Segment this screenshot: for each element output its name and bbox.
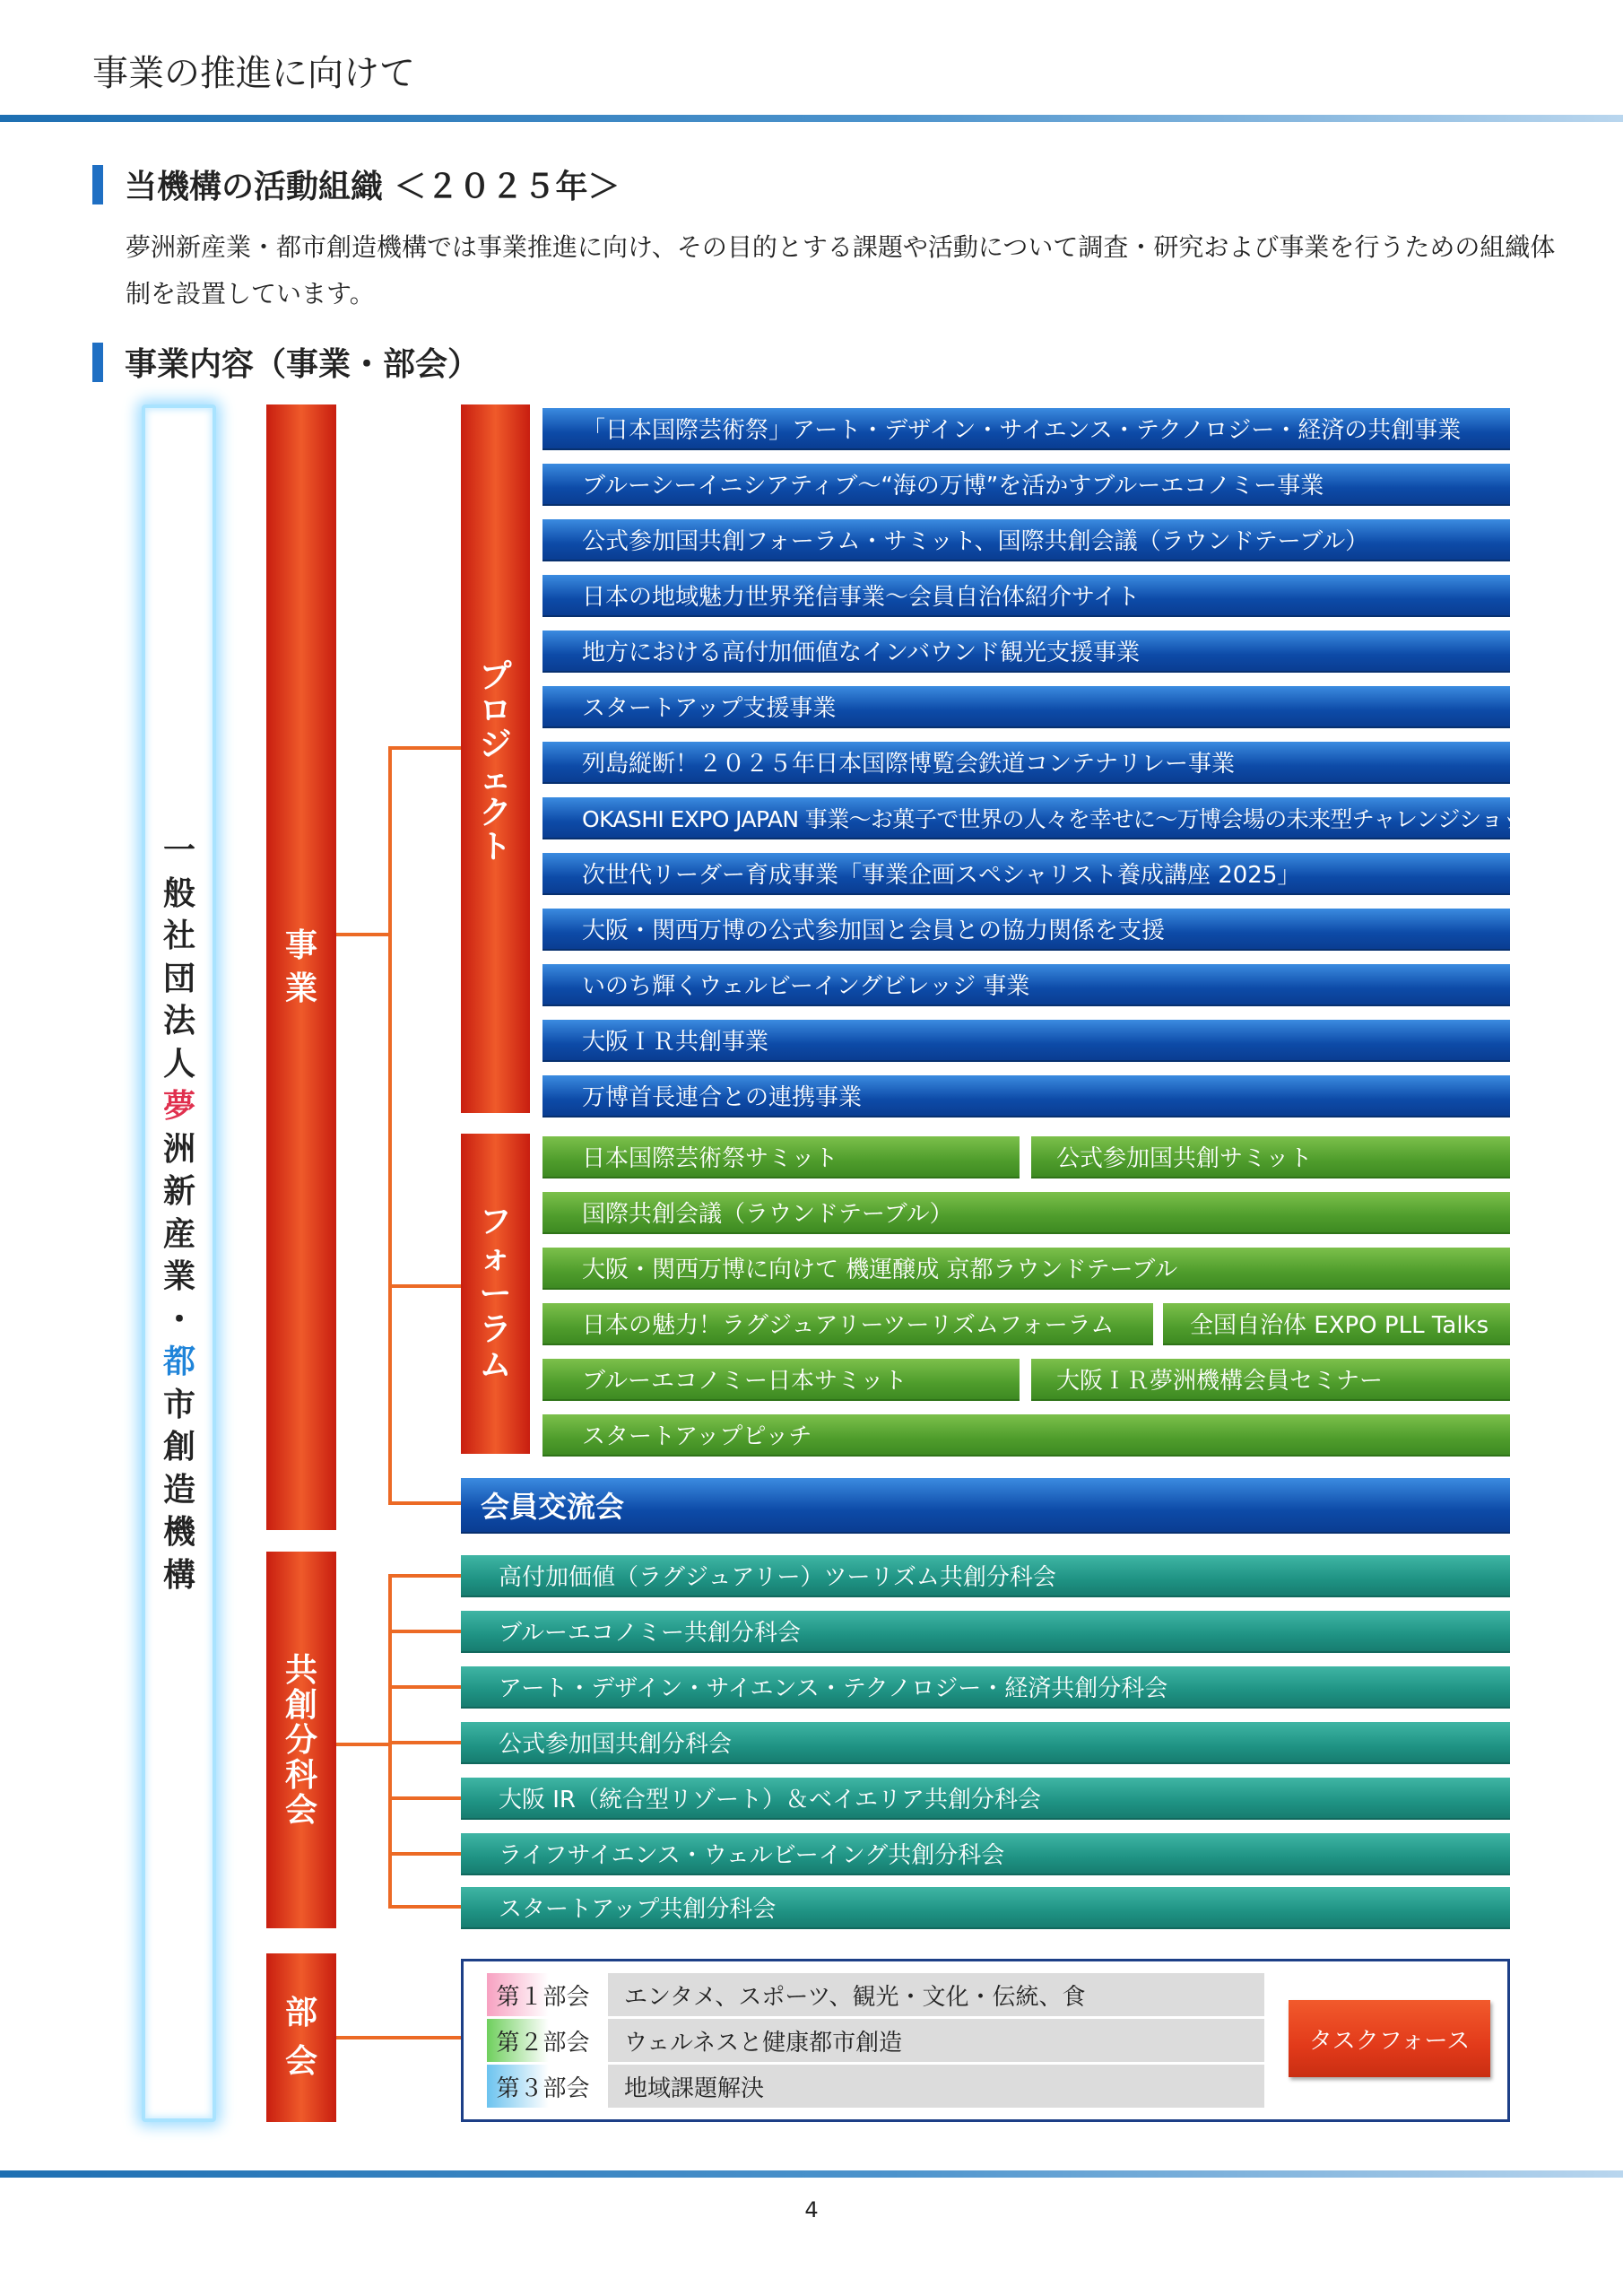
category-char: 分 [284, 1721, 317, 1759]
project-item: ブルーシーイニシアティブ〜“海の万博”を活かすブルーエコノミー事業 [542, 464, 1510, 506]
project-item: 次世代リーダー育成事業「事業企画スペシャリスト養成講座 2025」 [542, 853, 1510, 895]
connector-line [388, 746, 461, 750]
heading-marker [92, 165, 103, 204]
organization-name-char: 業 [162, 1258, 195, 1295]
bukai-label: 第２部会 [487, 2019, 599, 2062]
section-heading-activity-org [92, 161, 621, 207]
subcommittee-item: ライフサイエンス・ウェルビーイング共創分科会 [461, 1833, 1510, 1875]
footer-divider [0, 2170, 1623, 2178]
project-item: 大阪・関西万博の公式参加国と会員との協力関係を支援 [542, 909, 1510, 951]
subcommittee-item: 高付加価値（ラグジュアリー）ツーリズム共創分科会 [461, 1555, 1510, 1597]
project-item: 公式参加国共創フォーラム・サミット、国際共創会議（ラウンドテーブル） [542, 519, 1510, 561]
connector-line [388, 1852, 461, 1856]
category-bukai-label [285, 1989, 317, 2086]
organization-name-char: 創 [162, 1429, 195, 1465]
forum-item: 大阪・関西万博に向けて 機運醸成 京都ラウンドテーブル [542, 1248, 1510, 1290]
project-item: スタートアップ支援事業 [542, 686, 1510, 728]
subcategory-char: ー [479, 1274, 512, 1312]
members-exchange-bar: 会員交流会 [461, 1478, 1510, 1534]
category-jigyo-label [285, 925, 317, 1011]
bukai-description: ウェルネスと健康都市創造 [608, 2019, 1264, 2062]
subcommittee-item: アート・デザイン・サイエンス・テクノロジー・経済共創分科会 [461, 1666, 1510, 1709]
category-char: 共 [284, 1651, 317, 1689]
subcategory-char: ト [479, 829, 512, 865]
organization-name-char: 市 [162, 1386, 195, 1423]
connector-line [388, 1630, 461, 1633]
organization-name-char: 人 [162, 1045, 195, 1083]
bukai-label: 第３部会 [487, 2065, 599, 2108]
bukai-description: エンタメ、スポーツ、観光・文化・伝統、食 [608, 1973, 1264, 2016]
project-item: いのち輝くウェルビーイングビレッジ 事業 [542, 964, 1510, 1006]
subcategory-char: ク [479, 795, 512, 831]
organization-name-char: ・ [162, 1300, 195, 1338]
subcategory-char: ロ [479, 692, 512, 729]
header-divider [0, 115, 1623, 122]
connector-line [388, 1284, 461, 1288]
subcommittee-item: 大阪 IR（統合型リゾート）＆ベイエリア共創分科会 [461, 1778, 1510, 1820]
subcategory-char: ジ [479, 726, 512, 763]
forum-item: スタートアップピッチ [542, 1414, 1510, 1457]
subcategory-char: ォ [479, 1239, 512, 1276]
project-item: 万博首長連合との連携事業 [542, 1075, 1510, 1118]
subcategory-char: フ [479, 1203, 512, 1240]
connector-line [336, 1743, 390, 1746]
subcategory-char: ム [479, 1346, 512, 1384]
section-heading-text: 当機構の活動組織 ＜２０２５年＞ [125, 169, 621, 205]
category-char: 部 [284, 1995, 317, 2031]
organization-name-char: 団 [162, 960, 195, 997]
connector-line [336, 933, 390, 936]
connector-line [336, 2036, 461, 2039]
category-kyoso-bunkakai [266, 1552, 336, 1928]
subcategory-char: ェ [479, 761, 512, 797]
connector-line [388, 1574, 461, 1578]
category-char: 会 [284, 2043, 317, 2080]
forum-item: 日本国際芸術祭サミット [542, 1136, 1020, 1178]
category-jigyo [266, 404, 336, 1530]
connector-line [388, 1796, 461, 1800]
subcategory-project-label [479, 660, 511, 865]
subcategory-char: プ [479, 658, 512, 695]
intro-paragraph: 夢洲新産業・都市創造機構では事業推進に向け、その目的とする課題や活動について調査・研究および事業を行うための組織体制を設置しています。 [126, 232, 1556, 309]
connector-line [388, 1501, 461, 1505]
forum-item: 日本の魅力！ラグジュアリーツーリズムフォーラム [542, 1303, 1153, 1345]
heading-marker [92, 343, 103, 382]
organization-name-char: 夢 [162, 1088, 195, 1125]
organization-name-char: 般 [162, 874, 195, 912]
forum-item: 国際共創会議（ラウンドテーブル） [542, 1192, 1510, 1234]
bukai-label: 第１部会 [487, 1973, 599, 2016]
bukai-description: 地域課題解決 [608, 2065, 1264, 2108]
subcategory-project [461, 404, 530, 1113]
forum-item: 全国自治体 EXPO PLL Talks [1163, 1303, 1510, 1345]
project-item: 「日本国際芸術祭」アート・デザイン・サイエンス・テクノロジー・経済の共創事業 [542, 408, 1510, 450]
organization-name-char: 洲 [162, 1130, 195, 1168]
forum-item: ブルーエコノミー日本サミット [542, 1359, 1020, 1401]
category-bukai [266, 1953, 336, 2122]
section-heading-text: 事業内容（事業・部会） [125, 346, 481, 383]
subcommittee-item: スタートアップ共創分科会 [461, 1887, 1510, 1929]
connector-line [388, 746, 392, 1503]
forum-item: 大阪ＩＲ夢洲機構会員セミナー [1031, 1359, 1510, 1401]
organization-name-char: 都 [162, 1344, 195, 1380]
organization-name-char: 造 [162, 1471, 195, 1509]
project-item: 日本の地域魅力世界発信事業〜会員自治体紹介サイト [542, 575, 1510, 617]
forum-item: 公式参加国共創サミット [1031, 1136, 1510, 1178]
connector-line [388, 1685, 461, 1689]
taskforce-box: タスクフォース [1289, 2000, 1490, 2077]
connector-line [388, 1741, 461, 1744]
project-item: OKASHI EXPO JAPAN 事業〜お菓子で世界の人々を幸せに〜万博会場の未来型チャレンジショップ [542, 797, 1510, 839]
project-item: 列島縦断！２０２５年日本国際博覧会鉄道コンテナリレー事業 [542, 742, 1510, 784]
connector-line [388, 1905, 461, 1909]
organization-name [152, 830, 206, 1596]
subcategory-forum [461, 1134, 530, 1454]
page-header-title: 事業の推進に向けて [92, 53, 415, 94]
category-kyoso-label [285, 1653, 317, 1828]
organization-name-char: 一 [162, 832, 195, 869]
organization-name-char: 社 [162, 918, 195, 954]
subcommittee-item: 公式参加国共創分科会 [461, 1722, 1510, 1764]
organization-name-char: 法 [162, 1003, 195, 1039]
category-char: 事 [284, 926, 317, 964]
organization-name-char: 機 [162, 1514, 195, 1551]
project-item: 地方における高付加価値なインバウンド観光支援事業 [542, 631, 1510, 673]
subcommittee-item: ブルーエコノミー共創分科会 [461, 1611, 1510, 1653]
page-number: 4 [804, 2197, 819, 2222]
category-char: 業 [284, 970, 317, 1007]
organization-name-char: 新 [162, 1173, 195, 1210]
project-item: 大阪ＩＲ共創事業 [542, 1020, 1510, 1062]
organization-name-char: 構 [162, 1556, 195, 1594]
organization-name-char: 産 [162, 1215, 195, 1253]
category-char: 創 [284, 1686, 317, 1724]
subcategory-char: ラ [479, 1310, 512, 1348]
subcategory-forum-label [479, 1205, 511, 1384]
section-heading-business [92, 339, 480, 385]
category-char: 会 [284, 1791, 317, 1829]
category-char: 科 [284, 1756, 317, 1794]
